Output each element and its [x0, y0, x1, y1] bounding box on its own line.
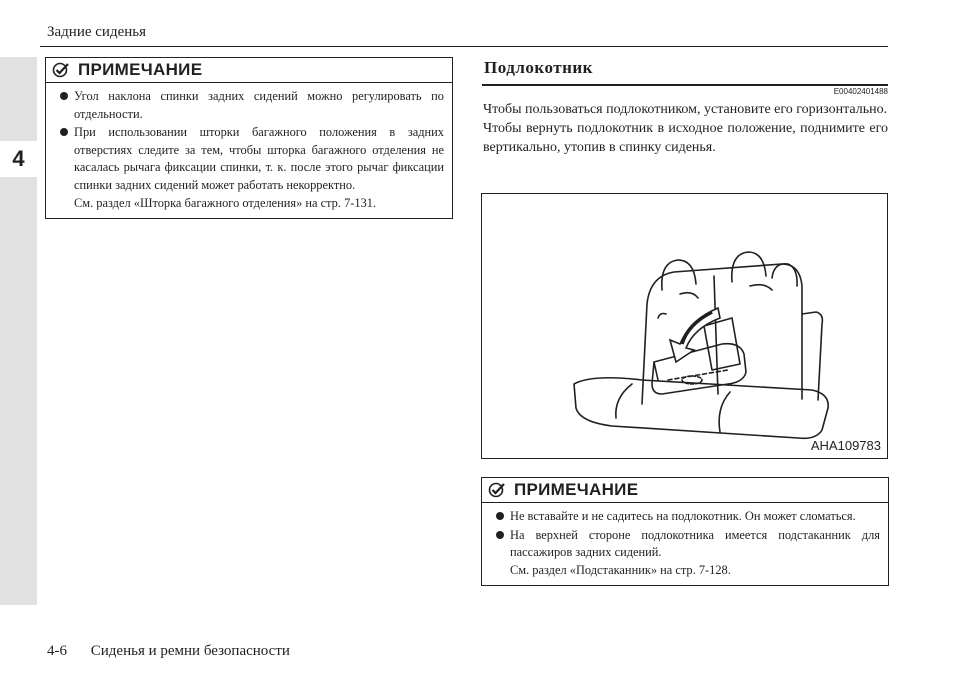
note-reference: См. раздел «Подстаканник» на стр. 7-128. — [510, 562, 731, 577]
note-header — [482, 478, 888, 503]
figure-box — [481, 193, 888, 459]
note-item — [496, 508, 880, 526]
note-item-text: Угол наклона спинки задних сидений можно регулировать по отдельности. — [74, 89, 444, 121]
note-check-icon — [488, 482, 508, 498]
note-item-text: На верхней стороне подлокотника имеется подстаканник для пассажиров задних сидений. — [510, 527, 880, 560]
header-rule — [40, 46, 888, 47]
note-label: ПРИМЕЧАНИЕ — [78, 60, 203, 79]
section-title: Подлокотник — [484, 58, 593, 77]
body-paragraph: Чтобы вернуть подлокотник в исходное положение, поднимите его вертикально, утопив в спинку сиденья. — [483, 121, 888, 156]
note-check-icon — [52, 62, 72, 78]
note-list — [46, 83, 452, 218]
chapter-side-tab — [0, 57, 37, 605]
note-item — [496, 527, 880, 580]
section-rule — [482, 84, 888, 86]
body-paragraph: Чтобы пользоваться подлокотником, установите его горизонтально. — [483, 102, 888, 117]
note-list — [482, 503, 888, 585]
note-item — [60, 88, 444, 123]
note-box-left — [45, 57, 453, 219]
note-item-text: При использовании шторки багажного положения в задних отверстиях следите за тем, чтобы шторка багажного отделения не касалась рычага фиксации спинки, т. к. после этого рычаг фиксации спинки задних сидений может работать некорректно. — [74, 125, 444, 192]
footer-chapter: Сиденья и ремни безопасности — [90, 643, 290, 659]
note-reference: См. раздел «Шторка багажного отделения» на стр. 7-131. — [74, 195, 377, 210]
chapter-number: 4 — [0, 141, 37, 177]
note-item-text: Не вставайте и не садитесь на подлокотник. Он может сломаться. — [510, 509, 856, 523]
rear-seat-armrest-icon — [482, 194, 887, 458]
page-footer — [47, 643, 290, 660]
section-body — [483, 100, 888, 158]
page-number: 4-6 — [47, 643, 67, 659]
figure-code: AHA109783 — [810, 438, 881, 453]
running-header: Задние сиденья — [47, 24, 147, 40]
note-box-right — [481, 477, 889, 586]
document-code: E00402401488 — [833, 87, 888, 96]
note-item — [60, 124, 444, 212]
note-label: ПРИМЕЧАНИЕ — [514, 480, 639, 499]
note-header — [46, 58, 452, 83]
